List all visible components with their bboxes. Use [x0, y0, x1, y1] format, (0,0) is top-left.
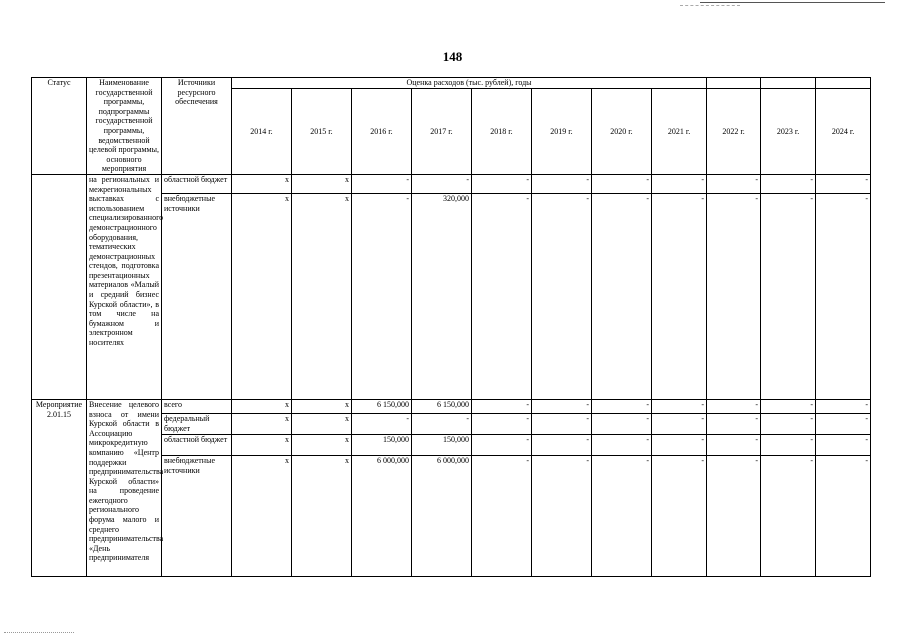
value-cell: -	[532, 413, 592, 434]
value-cell: -	[352, 413, 412, 434]
value-cell: -	[592, 174, 652, 193]
year-header: 2024 г.	[816, 89, 871, 175]
value-cell: -	[352, 174, 412, 193]
value-cell: -	[592, 434, 652, 455]
blank-header-cell	[816, 78, 871, 89]
value-cell: x	[232, 399, 292, 413]
year-header: 2015 г.	[292, 89, 352, 175]
value-cell: -	[592, 193, 652, 399]
value-cell: 6 000,000	[352, 455, 412, 576]
blank-header-cell	[707, 78, 761, 89]
value-cell: -	[652, 193, 707, 399]
estimate-header: Оценка расходов (тыс. рублей), годы	[232, 78, 707, 89]
top-dashed-line	[680, 5, 740, 6]
value-cell: -	[532, 174, 592, 193]
year-header: 2016 г.	[352, 89, 412, 175]
value-cell: -	[816, 193, 871, 399]
value-cell: x	[232, 174, 292, 193]
value-cell: -	[472, 399, 532, 413]
value-cell: -	[472, 413, 532, 434]
value-cell: x	[232, 193, 292, 399]
value-cell: -	[592, 413, 652, 434]
value-cell: -	[816, 413, 871, 434]
year-header: 2017 г.	[412, 89, 472, 175]
value-cell: -	[707, 413, 761, 434]
value-cell: -	[412, 413, 472, 434]
value-cell: -	[707, 174, 761, 193]
value-cell: 320,000	[412, 193, 472, 399]
value-cell: -	[532, 193, 592, 399]
status-cell	[32, 174, 87, 399]
value-cell: 6 150,000	[412, 399, 472, 413]
year-header: 2019 г.	[532, 89, 592, 175]
value-cell: -	[472, 455, 532, 576]
value-cell: x	[232, 434, 292, 455]
value-cell: -	[652, 455, 707, 576]
value-cell: -	[707, 193, 761, 399]
value-cell: 150,000	[412, 434, 472, 455]
value-cell: x	[292, 193, 352, 399]
value-cell: x	[292, 399, 352, 413]
status-cell: Мероприятие 2.01.15	[32, 399, 87, 576]
value-cell: x	[292, 455, 352, 576]
value-cell: -	[532, 399, 592, 413]
table-row	[32, 174, 871, 193]
year-header: 2021 г.	[652, 89, 707, 175]
value-cell: 150,000	[352, 434, 412, 455]
year-header: 2022 г.	[707, 89, 761, 175]
value-cell: -	[592, 399, 652, 413]
value-cell: -	[707, 434, 761, 455]
year-header: 2020 г.	[592, 89, 652, 175]
value-cell: -	[652, 413, 707, 434]
value-cell: -	[761, 434, 816, 455]
value-cell: -	[761, 399, 816, 413]
value-cell: x	[232, 455, 292, 576]
activity-name-cell: Внесение целевого взноса от имени Курской области в Ассоциацию микрокредитную компанию «Центр поддержки предпринимательства Курской области» на проведение ежегодного регионального форума малого и среднего предпринимательства «День предпринимателя	[87, 399, 162, 576]
source-cell: внебюджетные источники	[162, 455, 232, 576]
value-cell: -	[707, 399, 761, 413]
name-header: Наименование государственной программы, подпрограммы государственной программы, ведомственной целевой программы, основного мероприятия	[87, 78, 162, 175]
value-cell: -	[352, 193, 412, 399]
value-cell: -	[592, 455, 652, 576]
value-cell: -	[816, 455, 871, 576]
header-row-1	[32, 78, 871, 89]
source-cell: всего	[162, 399, 232, 413]
value-cell: 6 150,000	[352, 399, 412, 413]
value-cell: 6 000,000	[412, 455, 472, 576]
blank-header-cell	[761, 78, 816, 89]
source-cell: внебюджетные источники	[162, 193, 232, 399]
value-cell: -	[761, 193, 816, 399]
value-cell: -	[707, 455, 761, 576]
value-cell: -	[761, 455, 816, 576]
source-cell: областной бюджет	[162, 434, 232, 455]
activity-name-cell: на региональных и межрегиональных выставках с использованием специализированного демонстрационного оборудования, тематических демонстрационных стендов, подготовка презентационных материалов «Малый и средний бизнес Курской области», в том числе на бумажном и электронном носителях	[87, 174, 162, 399]
value-cell: -	[816, 399, 871, 413]
source-cell: федеральный бюджет	[162, 413, 232, 434]
top-rule	[700, 2, 885, 3]
value-cell: -	[652, 174, 707, 193]
year-header: 2018 г.	[472, 89, 532, 175]
value-cell: -	[412, 174, 472, 193]
value-cell: -	[472, 193, 532, 399]
value-cell: -	[761, 174, 816, 193]
value-cell: x	[292, 434, 352, 455]
page-number: 148	[442, 49, 463, 64]
value-cell: -	[652, 434, 707, 455]
value-cell: -	[532, 434, 592, 455]
value-cell: -	[532, 455, 592, 576]
source-cell: областной бюджет	[162, 174, 232, 193]
year-header: 2014 г.	[232, 89, 292, 175]
value-cell: -	[472, 174, 532, 193]
budget-table	[31, 77, 871, 577]
value-cell: x	[292, 174, 352, 193]
value-cell: -	[761, 413, 816, 434]
bottom-specks	[4, 632, 74, 633]
status-header: Статус	[32, 78, 87, 175]
value-cell: -	[816, 174, 871, 193]
value-cell: x	[292, 413, 352, 434]
year-header: 2023 г.	[761, 89, 816, 175]
value-cell: -	[816, 434, 871, 455]
value-cell: x	[232, 413, 292, 434]
table-row	[32, 399, 871, 413]
value-cell: -	[652, 399, 707, 413]
sources-header: Источники ресурсного обеспечения	[162, 78, 232, 175]
value-cell: -	[472, 434, 532, 455]
